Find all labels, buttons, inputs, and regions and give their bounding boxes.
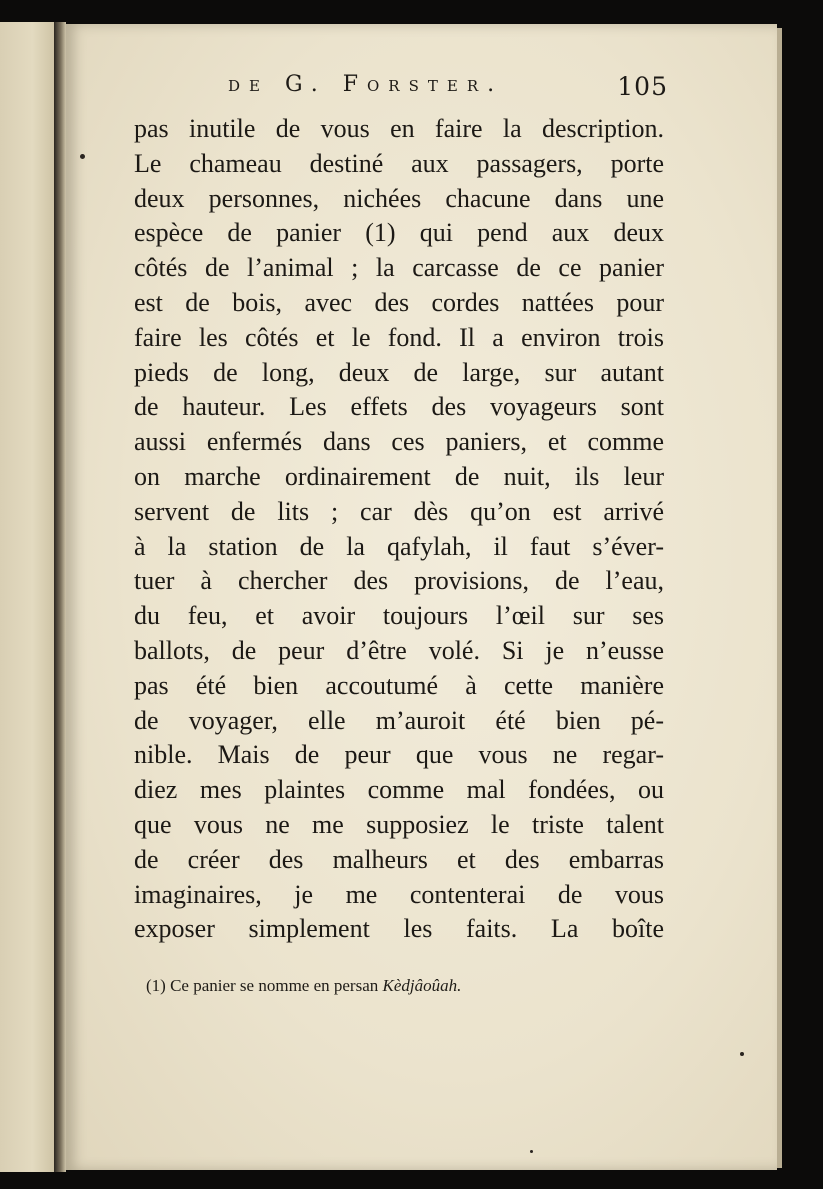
footnote — [146, 976, 666, 996]
text-line: deux personnes, nichées chacune dans une — [134, 183, 664, 213]
text-line: de voyager, elle m’auroit été bien pé- — [134, 705, 664, 735]
text-line: nible. Mais de peur que vous ne regar- — [134, 740, 664, 770]
book-gutter — [54, 22, 66, 1172]
text-line: est de bois, avec des cordes nattées pour — [134, 287, 664, 317]
body-text — [134, 112, 664, 947]
footnote-term: Kèdjâoûah. — [382, 976, 462, 995]
running-title: de G. Forster. — [228, 72, 504, 97]
text-line: pas inutile de vous en faire la description. — [134, 114, 664, 143]
text-line: de hauteur. Les effets des voyageurs sont — [134, 392, 664, 422]
text-line: Le chameau destiné aux passagers, porte — [134, 148, 664, 178]
text-line: ballots, de peur d’être volé. Si je n’eusse — [134, 635, 664, 665]
text-line: à la station de la qafylah, il faut s’éver- — [134, 531, 664, 561]
footnote-text: (1) Ce panier se nomme en persan — [146, 976, 383, 995]
text-line: pieds de long, deux de large, sur autant — [134, 357, 664, 387]
left-page-edge — [0, 22, 55, 1172]
ink-speck — [80, 154, 85, 159]
ink-speck — [530, 1150, 533, 1153]
text-line: que vous ne me supposiez le triste talent — [134, 809, 664, 839]
text-line: du feu, et avoir toujours l’œil sur ses — [134, 601, 664, 631]
text-line: espèce de panier (1) qui pend aux deux — [134, 218, 664, 248]
text-line: de créer des malheurs et des embarras — [134, 844, 664, 874]
text-line: imaginaires, je me contenterai de vous — [134, 879, 664, 909]
text-line: tuer à chercher des provisions, de l’eau, — [134, 566, 664, 596]
text-line: exposer simplement les faits. La boîte — [134, 914, 664, 944]
text-line: diez mes plaintes comme mal fondées, ou — [134, 775, 664, 805]
text-line: pas été bien accoutumé à cette manière — [134, 670, 664, 700]
text-line: on marche ordinairement de nuit, ils leur — [134, 461, 664, 491]
text-line: faire les côtés et le fond. Il a environ trois — [134, 322, 664, 352]
ink-speck — [740, 1052, 744, 1056]
text-line: côtés de l’animal ; la carcasse de ce panier — [134, 253, 664, 283]
page-header — [228, 72, 668, 112]
text-line: aussi enfermés dans ces paniers, et comme — [134, 427, 664, 457]
page-edge-right — [777, 28, 782, 1168]
page-number: 105 — [617, 72, 668, 101]
text-line: servent de lits ; car dès qu’on est arrivé — [134, 496, 664, 526]
